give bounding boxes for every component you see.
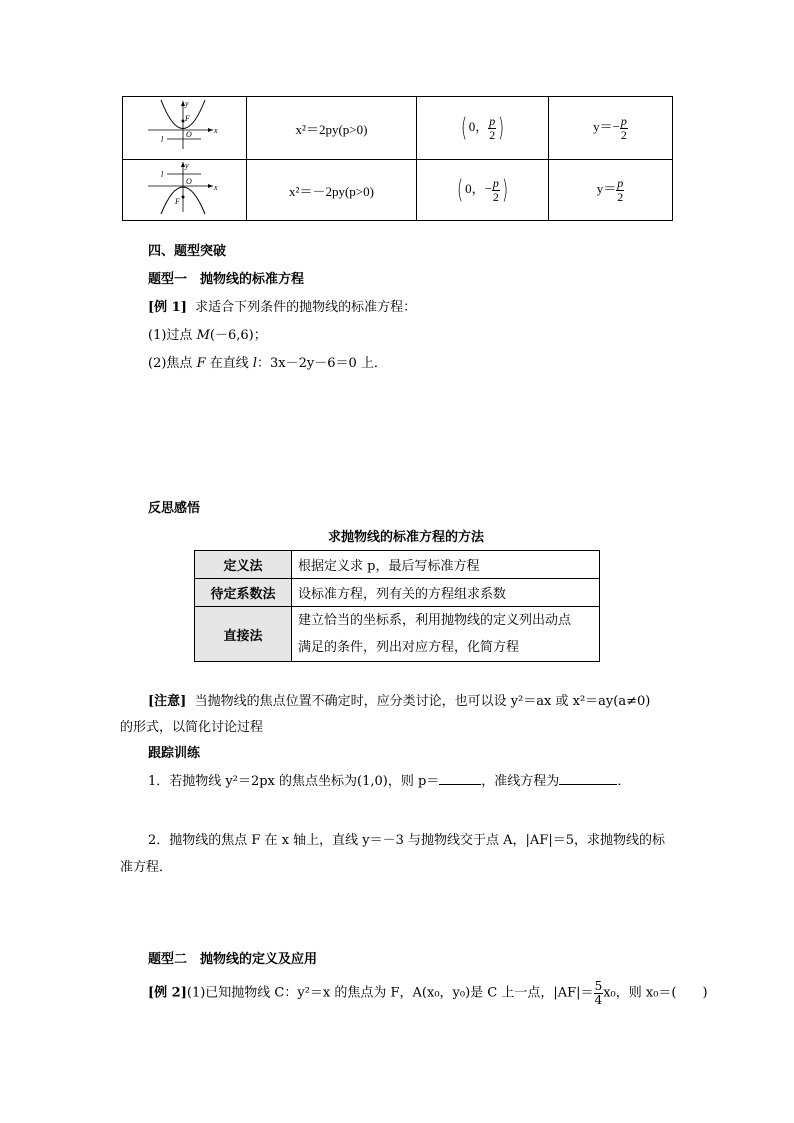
focus-x: 0， <box>468 118 489 134</box>
directrix-lhs: y＝ <box>596 180 617 196</box>
type2-title: 题型二 抛物线的定义及应用 <box>148 952 318 967</box>
example1-line <box>148 296 416 315</box>
focus-fraction: $\frac{p}{2}$ <box>492 175 499 204</box>
focus-cell <box>417 160 549 221</box>
graph-label-F: F <box>185 114 190 123</box>
method-name: 定义法 <box>195 551 292 579</box>
graph-label-l: l <box>161 170 164 179</box>
directrix-lhs: y＝− <box>593 118 620 134</box>
example2-fraction: $\frac{5}{4}$ <box>594 979 603 1007</box>
graph-label-F: F <box>175 197 180 206</box>
exercise1: 1．若抛物线 y²＝2px 的焦点坐标为(1,0)，则 p＝ ，准线方程为 ． <box>148 774 631 789</box>
example1-text: 求适合下列条件的抛物线的标准方程： <box>195 300 417 315</box>
methods-table <box>194 550 600 662</box>
parabola-up-graph <box>123 97 246 155</box>
section-title: 四、题型突破 <box>148 244 227 259</box>
focus-cell <box>417 97 549 160</box>
note-line1: [注意] 当抛物线的焦点位置不确定时，应分类讨论，也可以设 y²＝ax 或 x²＝ay(a≠0) <box>148 694 651 709</box>
answer-blank-p[interactable] <box>439 772 481 785</box>
focus-fraction: $\frac{p}{2}$ <box>489 113 496 142</box>
table-row <box>123 97 673 160</box>
note-tag: [注意] <box>148 694 187 709</box>
answer-blank-directrix[interactable] <box>559 772 617 785</box>
reflection-title: 反思感悟 <box>148 501 201 516</box>
right-paren: ) <box>498 113 505 143</box>
table-row <box>195 607 600 662</box>
method-desc: 设标准方程，列有关的方程组求系数 <box>292 579 600 607</box>
directrix-cell <box>549 97 673 160</box>
graph-cell <box>123 97 247 160</box>
graph-cell <box>123 160 247 221</box>
standard-equation: x²＝－2py(p>0) <box>289 183 374 199</box>
focus-sign: − <box>484 180 492 196</box>
parabola-properties-table <box>122 96 673 221</box>
graph-label-O: O <box>186 177 192 186</box>
table-row <box>195 579 600 607</box>
directrix-fraction: $\frac{p}{2}$ <box>617 175 624 204</box>
directrix-cell <box>549 160 673 221</box>
graph-label-y: y <box>185 99 189 108</box>
right-paren: ) <box>501 175 509 205</box>
table-row <box>195 551 600 579</box>
parabola-down-graph <box>123 160 246 216</box>
graph-label-l: l <box>161 135 164 144</box>
example1-item1: (1)过点 M(－6,6)； <box>148 328 267 343</box>
focus-x: 0， <box>465 180 485 196</box>
method-desc: 建立恰当的坐标系，利用抛物线的定义列出动点 满足的条件，列出对应方程，化简方程 <box>292 607 600 662</box>
tracking-title: 跟踪训练 <box>148 746 201 761</box>
exercise2-line1: 2．抛物线的焦点 F 在 x 轴上，直线 y＝－3 与抛物线交于点 A，|AF|＝5，求抛物线的标 <box>148 833 665 848</box>
example2-line: [例 2](1)已知抛物线 C：y²＝x 的焦点为 F，A(x₀，y₀)是 C 上一点，|AF|＝ $\frac{5}{4}$ x₀，则 x₀＝( ) <box>148 979 708 1007</box>
left-paren: ( <box>456 175 464 205</box>
method-name: 待定系数法 <box>195 579 292 607</box>
equation-cell <box>247 97 417 160</box>
note-line2: 的形式，以简化讨论过程 <box>120 720 264 735</box>
method-name: 直接法 <box>195 607 292 662</box>
left-paren: ( <box>460 113 467 143</box>
exercise2-line2: 准方程． <box>120 860 173 875</box>
equation-cell <box>247 160 417 221</box>
graph-label-x: x <box>214 183 218 192</box>
table-row <box>123 160 673 221</box>
methods-title: 求抛物线的标准方程的方法 <box>328 530 485 545</box>
method-desc: 根据定义求 p，最后写标准方程 <box>292 551 600 579</box>
graph-label-O: O <box>186 130 192 139</box>
example1-item2: (2)焦点 F 在直线 l：3x－2y－6＝0 上． <box>148 356 387 371</box>
graph-label-x: x <box>214 126 218 135</box>
graph-label-y: y <box>185 161 189 170</box>
standard-equation: x²＝2py(p>0) <box>295 121 368 137</box>
example1-tag: [例 1] <box>148 300 187 315</box>
example2-tag: [例 2] <box>148 985 187 1001</box>
type1-title: 题型一 抛物线的标准方程 <box>148 272 305 287</box>
directrix-fraction: $\frac{p}{2}$ <box>620 113 627 142</box>
